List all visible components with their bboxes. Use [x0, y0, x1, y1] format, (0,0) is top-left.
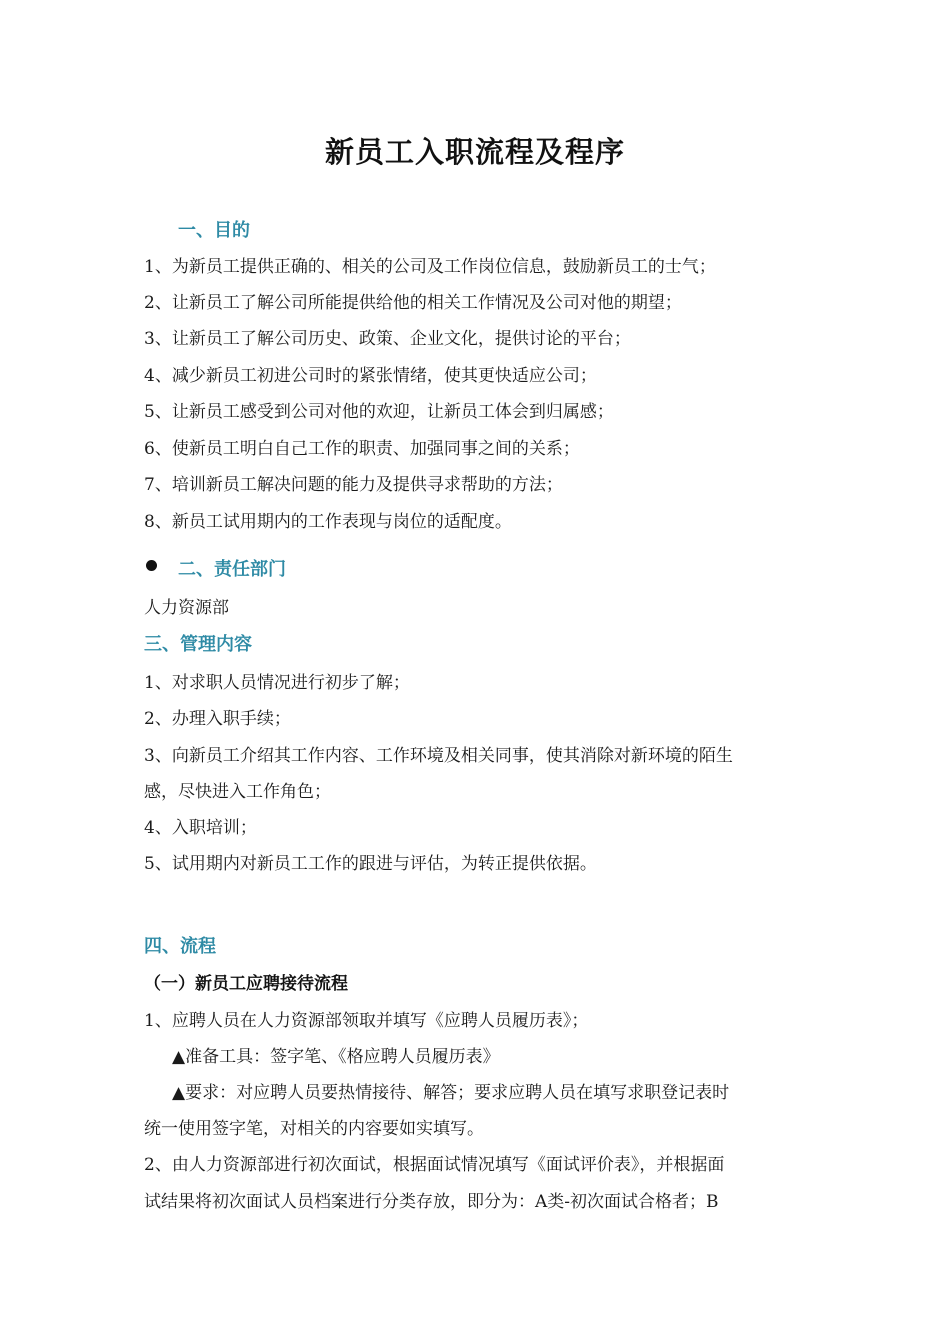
process-requirements-line: ▲要求：对应聘人员要热情接待、解答；要求应聘人员在填写求职登记表时 — [172, 1083, 730, 1103]
management-item-continuation: 感，尽快进入工作角色； — [144, 782, 331, 802]
process-line: 2、由人力资源部进行初次面试，根据面试情况填写《面试评价表》，并根据面 — [144, 1155, 725, 1175]
management-item: 3、向新员工介绍其工作内容、工作环境及相关同事，使其消除对新环境的陌生 — [144, 746, 733, 766]
purpose-item: 5、让新员工感受到公司对他的欢迎，让新员工体会到归属感； — [144, 402, 614, 422]
bullet-dot-icon — [146, 560, 157, 571]
section-heading-management: 三、管理内容 — [144, 634, 252, 655]
purpose-item: 3、让新员工了解公司历史、政策、企业文化，提供讨论的平台； — [144, 329, 631, 349]
section-heading-department: 二、责任部门 — [178, 559, 286, 580]
management-item: 5、试用期内对新员工工作的跟进与评估，为转正提供依据。 — [144, 854, 597, 874]
process-line: 1、应聘人员在人力资源部领取并填写《应聘人员履历表》； — [144, 1011, 589, 1031]
purpose-item: 1、为新员工提供正确的、相关的公司及工作岗位信息，鼓励新员工的士气； — [144, 257, 716, 277]
management-item: 1、对求职人员情况进行初步了解； — [144, 673, 410, 693]
purpose-item: 7、培训新员工解决问题的能力及提供寻求帮助的方法； — [144, 475, 563, 495]
management-item: 4、入职培训； — [144, 818, 257, 838]
process-line-continuation: 试结果将初次面试人员档案进行分类存放，即分为：A类-初次面试合格者；B — [144, 1192, 719, 1212]
management-item: 2、办理入职手续； — [144, 709, 291, 729]
purpose-item: 2、让新员工了解公司所能提供给他的相关工作情况及公司对他的期望； — [144, 293, 682, 313]
section-heading-purpose: 一、目的 — [178, 220, 250, 241]
subsection-heading: （一）新员工应聘接待流程 — [144, 974, 348, 994]
process-tools-line: ▲准备工具：签字笔、《格应聘人员履历表》 — [172, 1047, 500, 1067]
process-line-continuation: 统一使用签字笔，对相关的内容要如实填写。 — [144, 1119, 484, 1139]
section-heading-process: 四、流程 — [144, 936, 216, 957]
document-title: 新员工入职流程及程序 — [324, 135, 625, 169]
department-name: 人力资源部 — [144, 598, 229, 618]
purpose-item: 8、新员工试用期内的工作表现与岗位的适配度。 — [144, 512, 512, 532]
purpose-item: 6、使新员工明白自己工作的职责、加强同事之间的关系； — [144, 439, 580, 459]
purpose-item: 4、减少新员工初进公司时的紧张情绪，使其更快适应公司； — [144, 366, 597, 386]
